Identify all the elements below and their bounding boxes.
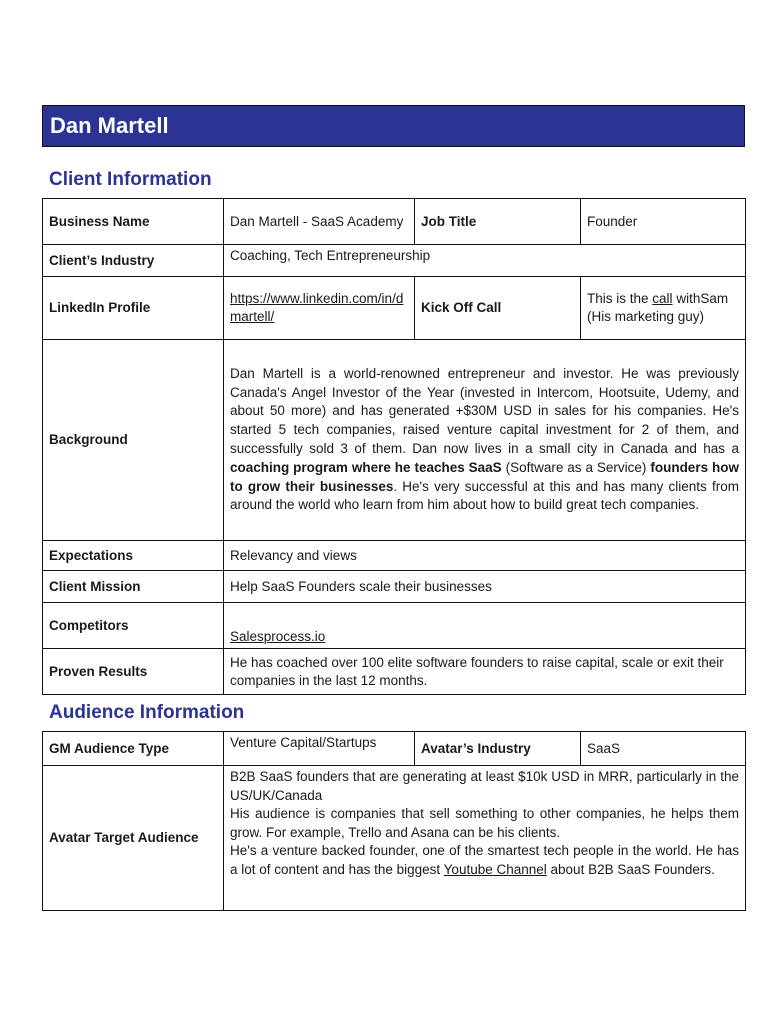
target-audience-value — [224, 766, 746, 911]
table-row — [43, 199, 746, 245]
table-row — [43, 603, 746, 649]
linkedin-link[interactable]: https://www.linkedin.com/in/dmartell/ — [230, 291, 404, 324]
table-row — [43, 277, 746, 340]
results-value: He has coached over 100 elite software founders to raise capital, scale or exit their companies in the last 12 months. — [224, 649, 746, 695]
audience-type-value: Venture Capital/Startups — [224, 732, 415, 766]
document-title: Dan Martell — [42, 105, 745, 147]
business-name-value: Dan Martell - SaaS Academy — [224, 199, 415, 245]
kickoff-prefix: This is the — [587, 291, 649, 306]
job-title-label: Job Title — [415, 199, 581, 245]
industry-value: Coaching, Tech Entrepreneurship — [224, 245, 746, 277]
table-row — [43, 766, 746, 911]
avatar-industry-label: Avatar’s Industry — [415, 732, 581, 766]
expectations-value: Relevancy and views — [224, 541, 746, 571]
linkedin-label: LinkedIn Profile — [43, 277, 224, 340]
industry-label: Client’s Industry — [43, 245, 224, 277]
target-audience-line: His audience is companies that sell something to other companies, he helps them grow. For example, Trello and Asana can be his clients. — [230, 806, 739, 840]
kickoff-value — [581, 277, 746, 340]
background-text: Dan Martell is a world-renowned entrepreneur and investor. He was previously Canada's Angel Investor of the Year (invested in Intercom, Hootsuite, Udemy, and about 50 more) and has generated +$30M USD in sales for his companies. He's started 5 tech companies, raised venture capital investment for 2 of them, and successfully sold 3 of them. Dan now lives in a small city in Canada and has a — [230, 365, 739, 456]
business-name-label: Business Name — [43, 199, 224, 245]
kickoff-suffix: withSam (His marketing guy) — [587, 291, 729, 324]
target-audience-label: Avatar Target Audience — [43, 766, 224, 911]
background-label: Background — [43, 340, 224, 541]
table-row — [43, 340, 746, 541]
youtube-channel-link[interactable]: Youtube Channel — [443, 861, 547, 877]
mission-label: Client Mission — [43, 571, 224, 603]
client-information-heading: Client Information — [49, 169, 212, 190]
mission-value: Help SaaS Founders scale their businesses — [224, 571, 746, 603]
background-bold-text: founders how to grow their businesses — [230, 459, 739, 494]
audience-information-table — [42, 731, 746, 911]
competitor-link[interactable]: Salesprocess.io — [230, 629, 326, 644]
competitors-label: Competitors — [43, 603, 224, 649]
target-audience-line — [230, 842, 739, 879]
expectations-label: Expectations — [43, 541, 224, 571]
audience-information-heading: Audience Information — [49, 702, 245, 723]
avatar-industry-value: SaaS — [581, 732, 746, 766]
target-audience-line: B2B SaaS founders that are generating at least $10k USD in MRR, particularly in the US/UK/Canada — [230, 769, 739, 803]
job-title-value: Founder — [581, 199, 746, 245]
table-row — [43, 571, 746, 603]
target-audience-text: about B2B SaaS Founders. — [546, 861, 715, 877]
table-row — [43, 541, 746, 571]
target-audience-text: He's a venture backed founder, one of the smartest tech people in the world. He has a lot of content and has the biggest — [230, 843, 739, 877]
table-row — [43, 732, 746, 766]
table-row — [43, 245, 746, 277]
table-row — [43, 649, 746, 695]
results-label: Proven Results — [43, 649, 224, 695]
audience-type-label: GM Audience Type — [43, 732, 224, 766]
client-information-table — [42, 198, 746, 695]
background-value — [224, 340, 746, 541]
background-text: (Software as a Service) — [501, 459, 651, 475]
kickoff-call-link[interactable]: call — [652, 291, 673, 306]
background-text: . He's very successful at this and has many clients from around the world who learn from him about how to build great tech companies. — [230, 478, 739, 513]
kickoff-label: Kick Off Call — [415, 277, 581, 340]
background-bold-text: coaching program where he teaches SaaS — [230, 459, 502, 475]
